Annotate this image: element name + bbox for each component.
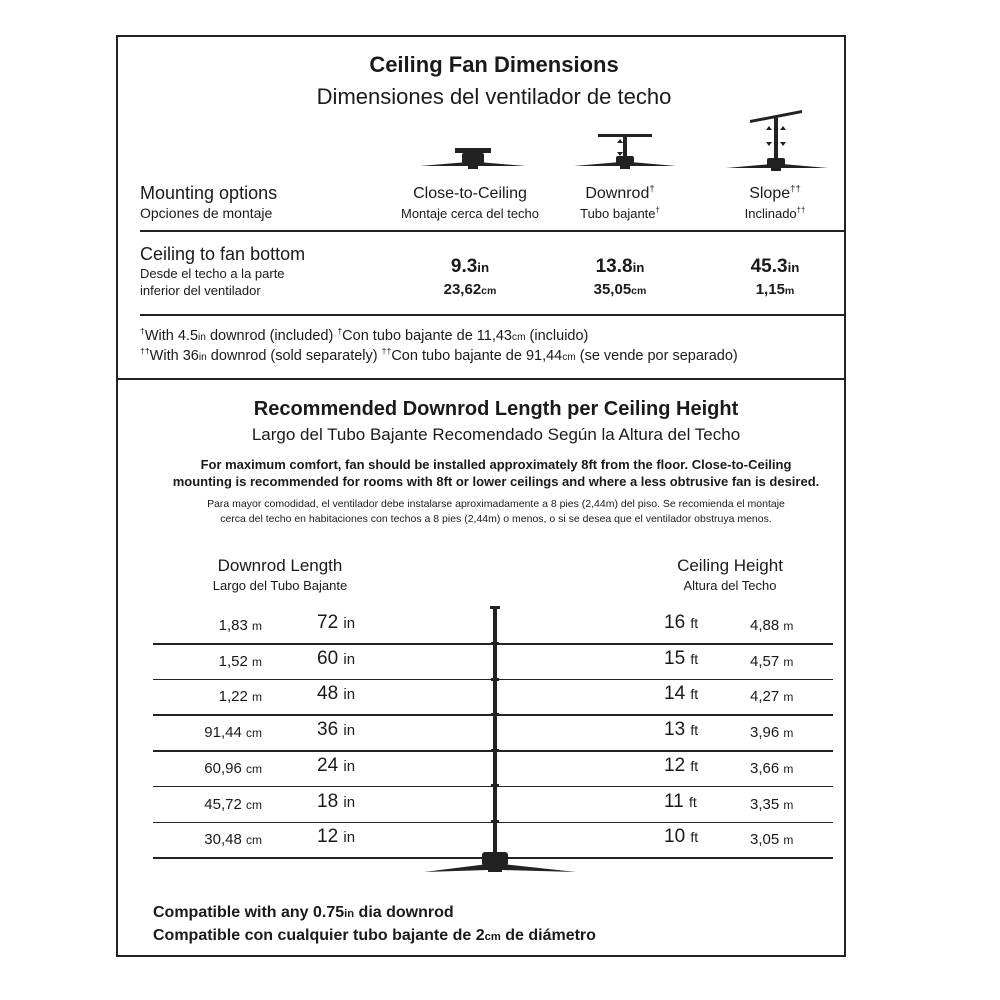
footnote-unit: cm [562, 352, 576, 363]
section2-title-es: Largo del Tubo Bajante Recomendado Según la Altura del Techo [251, 425, 741, 444]
ceiling-meters [750, 724, 793, 741]
compat-es [153, 927, 596, 945]
footnote-unit: in [198, 332, 206, 343]
option-name-es: Inclinado [744, 206, 797, 221]
ceiling-feet [664, 648, 698, 670]
downrod-metric [180, 831, 262, 848]
downrod-inch-value: 36 [317, 719, 339, 741]
ceiling-ft-value: 11 [664, 790, 684, 812]
metric-unit: cm [631, 285, 647, 297]
downrod-metric-value: 60,96 [204, 759, 242, 777]
option-close-to-ceiling [380, 185, 560, 221]
double-dagger-mark: †† [796, 205, 806, 215]
downrod-inch-unit: in [343, 615, 356, 632]
ceiling-ft-unit: ft [690, 829, 699, 846]
dagger-mark: † [140, 326, 145, 337]
ceiling-m-unit: m [783, 619, 794, 633]
downrod-inches [317, 826, 355, 848]
downrod-inches [317, 791, 355, 813]
downrod-inch-unit: in [343, 686, 356, 704]
downrod-metric-unit: m [252, 690, 262, 705]
note-en-2: mounting is recommended for rooms with 8ft or lower ceilings and where a less obtrusive fan is desired. [172, 474, 820, 489]
measure-close-to-ceiling [400, 256, 540, 298]
downrod-inch-unit: in [343, 757, 356, 775]
ceiling-ft-unit: ft [690, 686, 699, 703]
metric-value: 35,05 [593, 281, 632, 298]
ceiling-ft-value: 15 [664, 647, 686, 669]
ceiling-m-value: 4,27 [750, 688, 780, 706]
inch-value: 45.3 [750, 256, 788, 277]
footnote-unit: in [198, 352, 207, 363]
ceiling-feet [664, 612, 698, 634]
ceiling-ft-unit: ft [690, 722, 699, 739]
footnote-text: With 36 [149, 348, 199, 364]
ceiling-feet [664, 791, 697, 813]
compat-unit: cm [484, 931, 501, 943]
downrod-inch-value: 48 [317, 683, 339, 705]
downrod-metric-unit: cm [246, 797, 262, 812]
compat-text: Compatible with any 0.75 [153, 904, 345, 921]
downrod-inch-unit: in [343, 793, 356, 811]
option-name-es: Montaje cerca del techo [400, 206, 540, 221]
compat-en [153, 904, 454, 922]
header-rule [140, 230, 846, 232]
ceiling-m-unit: m [783, 726, 794, 741]
downrod-pole-icon [420, 604, 580, 884]
downrod-metric-unit: cm [246, 726, 262, 741]
measure-label-es-2: inferior del ventilador [140, 283, 261, 298]
ceiling-m-unit: m [783, 654, 794, 669]
footnote-slope [140, 348, 738, 364]
ceiling-m-unit: m [783, 761, 794, 776]
inch-value: 9.3 [450, 256, 478, 277]
downrod-inch-value: 18 [317, 790, 339, 812]
compat-text: dia downrod [354, 904, 454, 921]
option-name-en: Slope [749, 185, 791, 202]
downrod-fan-icon [570, 132, 680, 176]
section1-title-en: Ceiling Fan Dimensions [369, 52, 619, 77]
ceiling-feet [664, 755, 698, 777]
downrod-metric-value: 1,83 [218, 617, 248, 634]
slope-fan-icon [722, 108, 832, 176]
col-left-es: Largo del Tubo Bajante [212, 578, 348, 593]
ceiling-meters [750, 617, 793, 634]
measure-downrod [550, 256, 690, 298]
ceiling-height-header [640, 556, 820, 593]
measure-slope [705, 256, 845, 298]
ceiling-feet [664, 683, 698, 705]
dagger-mark: † [655, 205, 660, 215]
downrod-inches [317, 683, 355, 705]
downrod-inch-value: 24 [317, 754, 339, 776]
footnote-text: downrod (included) [205, 328, 338, 344]
inch-unit: in [632, 260, 645, 275]
close-to-ceiling-fan-icon [418, 146, 528, 176]
downrod-inches [317, 755, 355, 777]
note-es-2: cerca del techo en habitaciones con techos a 8 pies (2,44m) o menos, o si se desea que el ventilador obstruya menos. [220, 513, 772, 525]
ceiling-m-unit: m [783, 797, 794, 812]
downrod-metric [180, 760, 262, 777]
downrod-metric [180, 617, 262, 634]
downrod-metric-value: 1,22 [218, 688, 248, 706]
section-divider [116, 378, 846, 380]
ceiling-m-value: 3,35 [750, 795, 780, 813]
note-es-1: Para mayor comodidad, el ventilador debe instalarse aproximadamente a 8 pies (2,44m) del piso. Se recomienda el montaje [207, 498, 785, 510]
ceiling-meters [750, 831, 793, 848]
ceiling-m-unit: m [783, 833, 794, 848]
downrod-inch-value: 12 [317, 826, 339, 848]
compat-text: de diámetro [500, 927, 596, 944]
double-dagger-mark: †† [790, 183, 801, 195]
inch-unit: in [477, 260, 490, 275]
option-name-en: Downrod [585, 185, 650, 202]
downrod-metric-unit: m [252, 619, 262, 633]
ceiling-m-value: 3,05 [750, 831, 780, 849]
inch-value: 13.8 [595, 256, 633, 277]
ceiling-m-value: 4,88 [750, 617, 780, 634]
metric-value: 1,15 [755, 281, 785, 298]
footnote-text-es: Con tubo bajante de 11,43 [342, 328, 513, 344]
ceiling-m-value: 3,96 [750, 724, 780, 742]
downrod-metric-unit: cm [246, 761, 262, 776]
footnote-text: With 4.5 [144, 328, 199, 344]
double-dagger-mark: †† [381, 346, 392, 357]
option-name-en: Close-to-Ceiling [413, 185, 527, 202]
inch-unit: in [787, 260, 800, 275]
ceiling-ft-value: 14 [664, 683, 686, 705]
downrod-inches [317, 719, 355, 741]
option-slope [710, 185, 840, 221]
downrod-inch-value: 60 [317, 647, 339, 669]
downrod-inch-value: 72 [317, 612, 339, 633]
option-downrod [555, 185, 685, 221]
downrod-metric-unit: m [252, 654, 262, 669]
measure-label: Ceiling to fan bottom [140, 244, 306, 264]
downrod-metric [180, 688, 262, 705]
ceiling-meters [750, 688, 793, 705]
ceiling-meters [750, 796, 793, 813]
col-right-es: Altura del Techo [683, 578, 777, 593]
metric-unit: m [784, 285, 795, 297]
footnote-text-es: (incluido) [525, 328, 589, 344]
ceiling-feet [664, 719, 698, 741]
downrod-metric [180, 724, 262, 741]
downrod-metric [180, 796, 262, 813]
downrod-metric [180, 653, 262, 670]
footnote-text-es: Con tubo bajante de 91,44 [391, 348, 563, 364]
dagger-mark: † [337, 326, 343, 337]
ceiling-m-unit: m [783, 690, 794, 705]
downrod-length-header [180, 556, 380, 593]
ceiling-meters [750, 653, 793, 670]
downrod-inch-unit: in [343, 829, 356, 847]
ceiling-meters [750, 760, 793, 777]
downrod-inch-unit: in [343, 650, 356, 668]
note-en-1: For maximum comfort, fan should be installed approximately 8ft from the floor. Close-to-Ceiling [200, 457, 792, 472]
downrod-inches [317, 612, 355, 634]
measure-rule [140, 314, 846, 316]
footnote-downrod [140, 328, 588, 344]
downrod-metric-value: 91,44 [204, 724, 242, 742]
measure-label-es-1: Desde el techo a la parte [140, 266, 285, 281]
double-dagger-mark: †† [140, 346, 150, 357]
downrod-inches [317, 648, 355, 670]
downrod-metric-value: 30,48 [204, 831, 242, 849]
ceiling-m-value: 3,66 [750, 759, 780, 777]
ceiling-ft-value: 12 [664, 754, 686, 776]
dagger-mark: † [649, 183, 655, 195]
compat-text: Compatible con cualquier tubo bajante de 2 [153, 927, 485, 944]
ceiling-m-value: 4,57 [750, 652, 780, 670]
ceiling-ft-value: 10 [664, 826, 686, 848]
option-name-es: Tubo bajante [580, 206, 656, 221]
footnote-text: downrod (sold separately) [206, 348, 382, 364]
ceiling-ft-unit: ft [689, 793, 697, 810]
downrod-metric-unit: cm [246, 833, 262, 848]
downrod-metric-value: 1,52 [218, 652, 248, 670]
footnote-unit: cm [512, 332, 526, 343]
footnote-text-es: (se vende por separado) [575, 348, 738, 364]
mounting-options-label: Mounting options [140, 183, 278, 203]
metric-unit: cm [481, 285, 497, 297]
col-right-en: Ceiling Height [677, 556, 783, 575]
ceiling-feet [664, 826, 698, 848]
section1-title-es: Dimensiones del ventilador de techo [316, 84, 672, 109]
ceiling-ft-unit: ft [690, 757, 699, 774]
ceiling-ft-unit: ft [690, 615, 699, 631]
metric-value: 23,62 [443, 281, 482, 298]
compat-unit: in [344, 908, 355, 920]
ceiling-ft-value: 13 [664, 719, 686, 741]
col-left-en: Downrod Length [217, 556, 343, 575]
downrod-metric-value: 45,72 [204, 795, 242, 813]
section2-title-en: Recommended Downrod Length per Ceiling Height [253, 398, 739, 420]
downrod-inch-unit: in [343, 722, 356, 740]
mounting-options-label-es: Opciones de montaje [140, 205, 273, 221]
ceiling-ft-unit: ft [690, 650, 699, 667]
ceiling-ft-value: 16 [664, 612, 686, 633]
